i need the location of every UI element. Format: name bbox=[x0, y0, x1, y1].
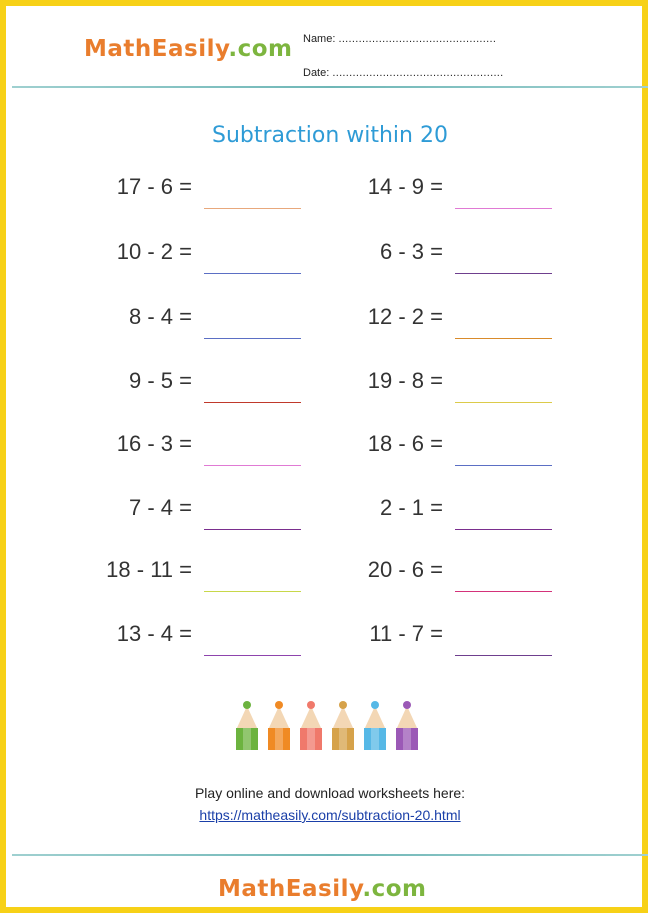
answer-blank[interactable] bbox=[455, 529, 552, 530]
problem-expression: 19 - 8 = bbox=[367, 368, 443, 393]
problem-expression: 10 - 2 = bbox=[116, 239, 192, 264]
problem-expression: 8 - 4 = bbox=[129, 304, 192, 329]
pencil-icon bbox=[236, 701, 258, 750]
name-dots: ............................................... bbox=[338, 33, 497, 45]
answer-blank[interactable] bbox=[204, 465, 301, 466]
matheasily-logo-footer[interactable] bbox=[218, 876, 427, 902]
problem-right-7 bbox=[306, 557, 443, 591]
problem-right-5 bbox=[306, 431, 443, 465]
pencil-icon bbox=[332, 701, 354, 750]
logo-easily: Easily bbox=[151, 36, 229, 62]
answer-blank[interactable] bbox=[204, 273, 301, 274]
problem-expression: 20 - 6 = bbox=[367, 557, 443, 582]
problem-left-1 bbox=[46, 174, 192, 208]
name-field[interactable] bbox=[303, 33, 496, 45]
problem-expression: 12 - 2 = bbox=[367, 304, 443, 329]
problem-expression: 7 - 4 = bbox=[129, 495, 192, 520]
answer-blank[interactable] bbox=[455, 208, 552, 209]
problem-left-4 bbox=[46, 368, 192, 402]
problem-expression: 11 - 7 = bbox=[369, 621, 443, 646]
answer-blank[interactable] bbox=[204, 655, 301, 656]
date-field[interactable] bbox=[303, 67, 504, 79]
pencil-icon bbox=[268, 701, 290, 750]
problem-right-3 bbox=[306, 304, 443, 338]
problem-expression: 6 - 3 = bbox=[380, 239, 443, 264]
pencils-decoration bbox=[232, 700, 428, 752]
answer-blank[interactable] bbox=[204, 591, 301, 592]
answer-blank[interactable] bbox=[204, 529, 301, 530]
problem-left-2 bbox=[46, 239, 192, 273]
pencil-icon bbox=[396, 701, 418, 750]
problem-left-7 bbox=[46, 557, 192, 591]
problem-left-8 bbox=[46, 621, 192, 655]
logo-easily: Easily bbox=[285, 876, 363, 902]
date-label: Date: bbox=[303, 67, 330, 79]
answer-blank[interactable] bbox=[204, 402, 301, 403]
problem-expression: 2 - 1 = bbox=[380, 495, 443, 520]
problem-left-5 bbox=[46, 431, 192, 465]
answer-blank[interactable] bbox=[204, 338, 301, 339]
problem-expression: 16 - 3 = bbox=[116, 431, 192, 456]
answer-blank[interactable] bbox=[455, 465, 552, 466]
problem-right-4 bbox=[306, 368, 443, 402]
problem-right-8 bbox=[306, 621, 443, 655]
problem-left-6 bbox=[46, 495, 192, 529]
problem-expression: 18 - 11 = bbox=[106, 557, 192, 582]
logo-math: Math bbox=[84, 36, 152, 62]
header-divider bbox=[12, 86, 648, 88]
problem-expression: 18 - 6 = bbox=[367, 431, 443, 456]
answer-blank[interactable] bbox=[455, 591, 552, 592]
answer-blank[interactable] bbox=[455, 402, 552, 403]
logo-math: Math bbox=[218, 876, 286, 902]
matheasily-logo[interactable] bbox=[84, 36, 293, 62]
answer-blank[interactable] bbox=[204, 208, 301, 209]
answer-blank[interactable] bbox=[455, 338, 552, 339]
answer-blank[interactable] bbox=[455, 273, 552, 274]
pencil-icon bbox=[364, 701, 386, 750]
footer-text: Play online and download worksheets here: bbox=[194, 785, 466, 801]
problem-expression: 13 - 4 = bbox=[116, 621, 192, 646]
problem-expression: 14 - 9 = bbox=[367, 174, 443, 199]
date-dots: ................................................... bbox=[332, 67, 504, 79]
worksheet-title: Subtraction within 20 bbox=[212, 123, 448, 148]
problem-left-3 bbox=[46, 304, 192, 338]
logo-dotcom: .com bbox=[228, 36, 293, 62]
problem-right-1 bbox=[306, 174, 443, 208]
footer-divider bbox=[12, 854, 648, 856]
problem-expression: 9 - 5 = bbox=[129, 368, 192, 393]
worksheet-link[interactable]: https://matheasily.com/subtraction-20.html bbox=[199, 807, 461, 823]
problem-right-2 bbox=[306, 239, 443, 273]
pencil-icon bbox=[300, 701, 322, 750]
name-label: Name: bbox=[303, 33, 336, 45]
problem-right-6 bbox=[306, 495, 443, 529]
logo-dotcom: .com bbox=[362, 876, 427, 902]
answer-blank[interactable] bbox=[455, 655, 552, 656]
problem-expression: 17 - 6 = bbox=[116, 174, 192, 199]
